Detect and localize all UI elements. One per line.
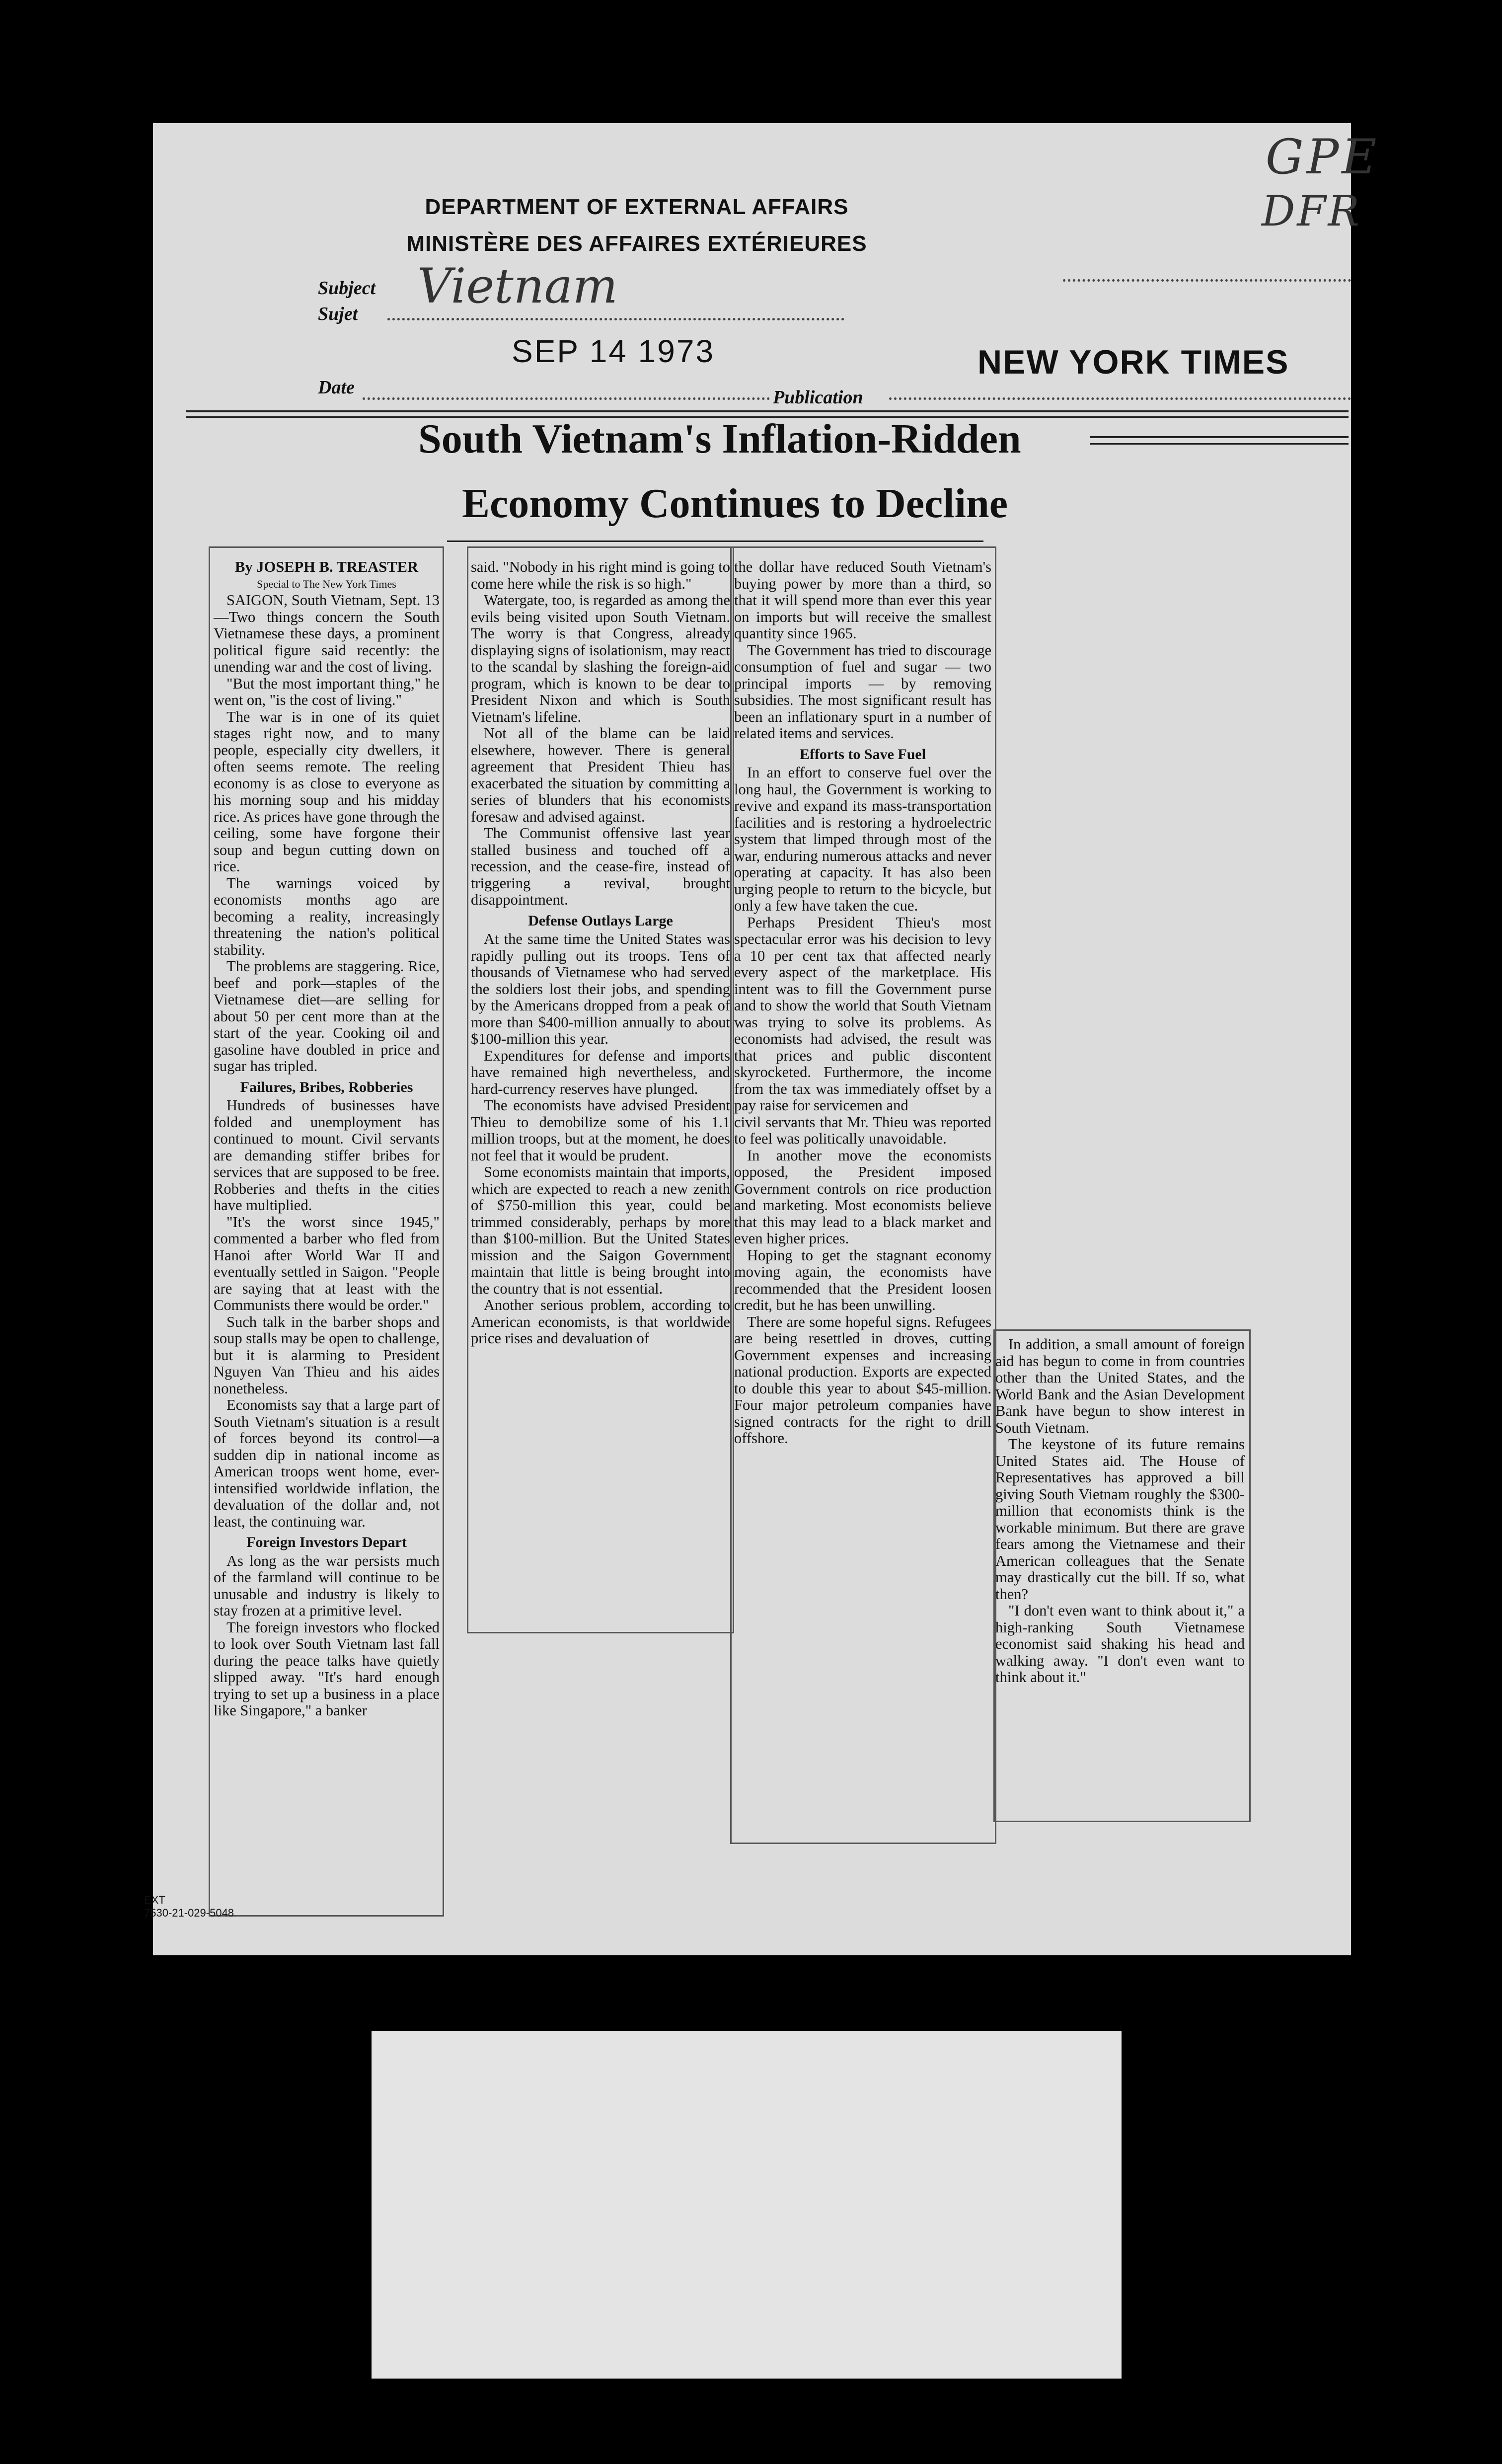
article-column-2 (471, 559, 730, 1347)
letterhead-english: DEPARTMENT OF EXTERNAL AFFAIRS (425, 195, 849, 219)
headline-line-1: South Vietnam's Inflation-Ridden (418, 416, 1021, 462)
paragraph: said. "Nobody in his right mind is going to come here while the risk is so high." (471, 558, 730, 592)
handwritten-code-bottom: DFR (1262, 187, 1361, 235)
paragraph: The foreign investors who flocked to look over South Vietnam last fall during the peace talks have quietly slipped away. "It's hard enough trying to set up a business in a place like Singapore," a banker (214, 1618, 440, 1719)
paragraph: The war is in one of its quiet stages right now, and to many people, especially city dwellers, it often seems remote. The reeling economy is as close to everyone as his morning soup and his midday rice. As prices have gone through the ceiling, some have forgone their soup and begun cutting down on rice. (214, 708, 440, 875)
byline: By JOSEPH B. TREASTER (235, 558, 418, 575)
paragraph: Some economists maintain that imports, which are expected to reach a new zenith of $750-million this year, could be trimmed considerably, perhaps by more than $100-million. But the United States mission and the Saigon Government maintain that little is being brought into the country that is not essential. (471, 1163, 730, 1297)
paragraph: As long as the war persists much of the farmland will continue to be unusable and industry is likely to stay frozen at a primitive level. (214, 1552, 440, 1619)
letterhead-french: MINISTÈRE DES AFFAIRES EXTÉRIEURES (406, 231, 867, 256)
paragraph: civil servants that Mr. Thieu was reported to feel was politically unavoidable. (734, 1113, 991, 1147)
subject-value: Vietnam (417, 258, 618, 314)
subheading: Failures, Bribes, Robberies (240, 1078, 413, 1095)
form-code-line-2: 7530-21-029-5048 (144, 1907, 234, 1919)
paragraph: The warnings voiced by economists months ago are becoming a reality, increasingly threatening the nation's political stability. (214, 874, 440, 958)
date-dots (363, 397, 770, 400)
paragraph: The problems are staggering. Rice, beef and pork—staples of the Vietnamese diet—are selling for about 50 per cent more than at the start of the year. Cooking oil and gasoline have doubled in price and sugar has tripled. (214, 958, 440, 1075)
paragraph: "It's the worst since 1945," commented a barber who fled from Hanoi after World War II and eventually settled in Saigon. "People are saying that at least with the Communists there would be order." (214, 1213, 440, 1313)
form-code (144, 1894, 234, 1920)
top-right-rule (1063, 279, 1351, 282)
paragraph: Watergate, too, is regarded as among the evils being visited upon South Vietnam. The worry is that Congress, already displaying signs of isolationism, may react to the scandal by slashing the foreign-aid program, which is known to be dear to President Nixon and which is South Vietnam's lifeline. (471, 592, 730, 725)
paragraph: The economists have advised President Thieu to demobilize some of his 1.1 million troops, but at the moment, he does not feel that it would be prudent. (471, 1097, 730, 1164)
paragraph: Not all of the blame can be laid elsewhere, however. There is general agreement that President Thieu has exacerbated the situation by committing a series of blunders that his economists foresaw and advised against. (471, 725, 730, 825)
paragraph: "I don't even want to think about it," a high-ranking South Vietnamese economist said shaking his head and walking away. "I don't even want to think about it." (995, 1602, 1245, 1686)
publication-label: Publication (773, 387, 863, 408)
paragraph: Another serious problem, according to American economists, is that worldwide price rises and devaluation of (471, 1297, 730, 1347)
paragraph: Hoping to get the stagnant economy moving again, the economists have recommended that the President loosen credit, but he has been unwilling. (734, 1246, 991, 1313)
publication-dots (889, 397, 1351, 400)
article-column-4 (995, 1336, 1245, 1686)
article-column-3 (734, 559, 991, 1447)
headline-rule-2 (1090, 443, 1349, 445)
paragraph: The keystone of its future remains United States aid. The House of Representatives has approved a bill giving South Vietnam roughly the $300-million that economists think is the workable minimum. But there are grave fears among the Vietnamese and their American colleagues that the Senate may drastically cut the bill. If so, what then? (995, 1436, 1245, 1603)
paragraph: There are some hopeful signs. Refugees are being resettled in droves, cutting Government expenses and increasing national production. Exports are expected to double this year to about $45-million. Four major petroleum companies have signed contracts for the right to drill offshore. (734, 1313, 991, 1447)
paragraph: In addition, a small amount of foreign aid has begun to come in from countries other than the United States, and the World Bank and the Asian Development Bank have begun to show interest in South Vietnam. (995, 1336, 1245, 1436)
paragraph: Hundreds of businesses have folded and unemployment has continued to mount. Civil servants are demanding stiffer bribes for services that are supposed to be free. Robberies and thefts in the cities have multiplied. (214, 1097, 440, 1214)
paragraph: the dollar have reduced South Vietnam's buying power by more than a third, so that it will spend more than ever this year on imports but will receive the smallest quantity since 1965. (734, 558, 991, 642)
subheading: Foreign Investors Depart (246, 1534, 407, 1550)
date-stamp: SEP 14 1973 (512, 333, 715, 369)
paragraph: SAIGON, South Vietnam, Sept. 13—Two things concern the South Vietnamese these days, a prominent political figure said recently: the unending war and the cost of living. (214, 592, 440, 675)
paragraph: Such talk in the barber shops and soup stalls may be open to challenge, but it is alarming to President Nguyen Van Thieu and his aides nonetheless. (214, 1313, 440, 1397)
publication-stamp: NEW YORK TIMES (977, 343, 1289, 381)
paragraph: In an effort to conserve fuel over the long haul, the Government is working to revive and expand its mass-transportation facilities and is restoring a hydroelectric system that limped through most of the war, enduring numerous attacks and never operating at capacity. It has also been urging people to return to the bicycle, but only a few have taken the cue. (734, 764, 991, 914)
paragraph: At the same time the United States was rapidly pulling out its troops. Tens of thousands of Vietnamese who had served the soldiers lost their jobs, and spending by the Americans dropped from a peak of more than $400-million annually to about $100-million this year. (471, 930, 730, 1047)
subject-label: Subject (318, 278, 376, 299)
subheading: Defense Outlays Large (528, 912, 673, 929)
paragraph: The Communist offensive last year stalled business and touched off a recession, and the cease-fire, instead of triggering a revival, brought disappointment. (471, 825, 730, 908)
headline-under-rule (447, 540, 983, 542)
paragraph: In another move the economists opposed, the President imposed Government controls on rice production and marketing. Most economists believe that this may lead to a black market and even higher prices. (734, 1147, 991, 1247)
article-column-1 (214, 559, 440, 1719)
top-double-rule-1 (186, 410, 1349, 412)
dateline-special: Special to The New York Times (257, 577, 396, 590)
subheading: Efforts to Save Fuel (799, 746, 926, 763)
paragraph: Economists say that a large part of South Vietnam's situation is a result of forces beyond its control—a sudden dip in national income as American troops went home, ever-intensified worldwide inflation, the devaluation of the dollar and, not least, the continuing war. (214, 1396, 440, 1530)
headline-rule-1 (1090, 436, 1349, 438)
handwritten-code-top: GPE (1266, 129, 1380, 185)
paragraph: The Government has tried to discourage consumption of fuel and sugar — two principal imports — by removing subsidies. The most significant result has been an inflationary spurt in a number of related items and services. (734, 641, 991, 742)
sujet-label: Sujet (318, 304, 358, 324)
subject-dots (387, 318, 844, 320)
paper-slip (372, 2031, 1122, 2379)
paragraph: Perhaps President Thieu's most spectacular error was his decision to levy a 10 per cent tax that affected nearly every aspect of the marketplace. His intent was to fill the Government purse and to show the world that South Vietnam was trying to solve its problems. As economists had advised, the result was that prices and public discontent skyrocketed. Furthermore, the income from the tax was immediately offset by a pay raise for servicemen and (734, 914, 991, 1114)
form-code-line-1: EXT (144, 1894, 165, 1906)
paragraph: Expenditures for defense and imports have remained high nevertheless, and hard-currency reserves have plunged. (471, 1047, 730, 1097)
date-label: Date (318, 377, 355, 398)
paragraph: "But the most important thing," he went on, "is the cost of living." (214, 675, 440, 708)
headline-line-2: Economy Continues to Decline (462, 480, 1008, 527)
